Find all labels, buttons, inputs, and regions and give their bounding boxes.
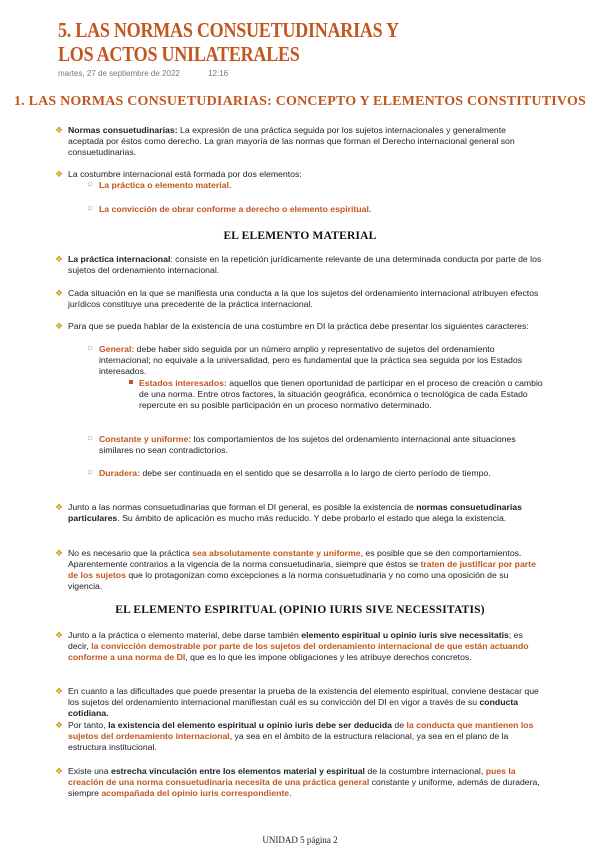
bold-term: normas consuetudinarias particulares: [68, 502, 522, 523]
note-time: 12:16: [208, 69, 229, 78]
diamond-bullet-icon: ❖: [55, 254, 64, 264]
paragraph-text: No es necesario que la práctica: [68, 548, 193, 558]
paragraph-normas-consuetudinarias: [55, 125, 543, 158]
section-heading-elemento-material: EL ELEMENTO MATERIAL: [223, 230, 377, 242]
section-heading-elemento-espiritual: EL ELEMENTO ESPIRITUAL (OPINIO IURIS SIVE NECESSITATIS): [115, 604, 485, 616]
paragraph-text: Junto a las normas consuetudinarias que forman el DI general, es posible la existencia de: [68, 502, 417, 512]
highlight-term: Estados interesados:: [139, 378, 227, 388]
highlight-term: la conducta que mantienen los sujetos del ordenamiento internacional: [68, 720, 534, 741]
paragraph-text: , es posible que se den comportamientos. Aparentemente contrarios a la vigencia de la norma consuetudinaria, siempre que éstos se: [68, 548, 522, 569]
bold-term: estrecha vinculación entre los elementos material y espiritual: [110, 766, 365, 776]
paragraph-costumbre-elementos: [55, 169, 543, 180]
circle-bullet-icon: ○: [87, 203, 94, 214]
page-footer: UNIDAD 5 página 2: [262, 835, 338, 845]
list-item-text: La convicción de obrar conforme a derecho o elemento espiritual.: [99, 204, 372, 214]
diamond-bullet-icon: ❖: [55, 766, 64, 776]
list-item-practica: [87, 179, 544, 191]
paragraph-text: Junto a la práctica o elemento material, debe darse también: [68, 630, 302, 640]
diamond-bullet-icon: ❖: [55, 686, 64, 696]
paragraph-dificultades-prueba: [55, 686, 543, 719]
paragraph-text: de: [391, 720, 407, 730]
circle-bullet-icon: ○: [87, 467, 94, 478]
list-item-text: debe ser continuada en el sentido que se desarrolla a lo largo de cierto período de tiempo.: [140, 468, 491, 478]
paragraph-text: : consiste en la repetición jurídicamente relevante de una determinada conducta por parte de los sujetos del ordenamiento internacional.: [68, 254, 542, 275]
list-item-general: [87, 343, 544, 377]
paragraph-text: La costumbre internacional está formada por dos elementos:: [68, 169, 302, 179]
paragraph-text: . Su ámbito de aplicación es mucho más reducido. Y debe probarlo el estado que alega la existencia.: [117, 513, 507, 523]
highlight-term: traten de justificar por parte de los sujetos: [68, 559, 536, 580]
paragraph-normas-particulares: [55, 502, 543, 524]
highlight-term: General:: [99, 344, 135, 354]
list-item-constante: [87, 433, 544, 456]
bold-term: la existencia del elemento espiritual u opinio iuris debe ser deducida: [108, 720, 392, 730]
diamond-bullet-icon: ❖: [55, 125, 64, 135]
paragraph-opinio-iuris: [55, 630, 543, 663]
circle-bullet-icon: ○: [87, 433, 94, 444]
diamond-bullet-icon: ❖: [55, 321, 64, 331]
paragraph-text: , que es lo que les impone obligaciones y les atribuye derechos concretos.: [185, 652, 472, 662]
paragraph-por-tanto: [55, 720, 543, 753]
bold-term: elemento espiritual u opinio iuris sive necessitatis: [301, 630, 509, 640]
paragraph-text: La expresión de una práctica seguida por los sujetos internacionales y generalmente aceptada por éstos como derecho. La gran mayoría de las normas que forman el Derecho internacional general son consuetudinarias.: [68, 125, 515, 157]
highlight-term: sea absolutamente constante y uniforme: [192, 548, 361, 558]
page-title: 5. LAS NORMAS CONSUETUDINARIAS Y LOS ACTOS UNILATERALES: [58, 18, 399, 66]
paragraph-text: En cuanto a las dificultades que puede presentar la prueba de la existencia del elemento espiritual, conviene destacar que los sujetos del ordenamiento internacional manifiestan cuál es su convicción del DI en vigor a través de su: [68, 686, 539, 707]
paragraph-vinculacion: [55, 766, 543, 799]
section-heading-concepto: 1. LAS NORMAS CONSUETUDIARIAS: CONCEPTO Y ELEMENTOS CONSTITUTIVOS: [13, 94, 587, 109]
square-bullet-icon: [129, 380, 133, 384]
list-item-estados-interesados: [139, 378, 544, 411]
bold-term: conducta cotidiana.: [68, 697, 519, 718]
list-item-duradera: [87, 467, 544, 479]
diamond-bullet-icon: ❖: [55, 169, 64, 179]
highlight-term: la convicción demostrable por parte de los sujetos del ordenamiento internacional de que están actuando conforme a una norma de DI: [68, 641, 529, 662]
paragraph-text: .: [289, 788, 292, 798]
list-item-conviccion: [87, 203, 544, 215]
list-item-text: los comportamientos de los sujetos del ordenamiento internacional ante situaciones similares no sean contradictorios.: [99, 434, 516, 455]
circle-bullet-icon: ○: [87, 179, 94, 190]
diamond-bullet-icon: ❖: [55, 502, 64, 512]
diamond-bullet-icon: ❖: [55, 720, 64, 730]
paragraph-text: ; es decir,: [68, 630, 523, 651]
paragraph-text: Por tanto,: [68, 720, 109, 730]
list-item-text: aquellos que tienen oportunidad de participar en el proceso de creación o cambio de una norma. Entre otros factores, la situación geográfica, económica o tecnológica de cada Estado repercute en su posible participación en un proceso normativo determinado.: [139, 378, 543, 410]
highlight-term: Duradera:: [99, 468, 141, 478]
circle-bullet-icon: ○: [87, 343, 94, 354]
paragraph-text: Existe una: [68, 766, 111, 776]
highlight-term: Constante y uniforme:: [99, 434, 192, 444]
paragraph-text: de la costumbre internacional,: [364, 766, 486, 776]
diamond-bullet-icon: ❖: [55, 288, 64, 298]
bold-term: Normas consuetudinarias:: [68, 125, 178, 135]
note-meta: [58, 69, 228, 78]
paragraph-text: Cada situación en la que se manifiesta una conducta a la que los sujetos del ordenamiento internacional atribuyen efectos jurídicos constituye una precedente de la práctica internacional.: [68, 288, 539, 309]
diamond-bullet-icon: ❖: [55, 548, 64, 558]
highlight-term: acompañada del opinio iuris correspondiente: [101, 788, 290, 798]
paragraph-practica-internacional: [55, 254, 543, 276]
paragraph-text: que lo protagonizan como excepciones a la norma consuetudinaria y no como una oposición de su vigencia.: [68, 570, 509, 591]
list-item-text: La práctica o elemento material.: [99, 180, 232, 190]
paragraph-text: Para que se pueda hablar de la existencia de una costumbre en DI la práctica debe presentar los siguientes caracteres:: [68, 321, 529, 331]
paragraph-no-es-necesario: [55, 548, 543, 592]
note-date: martes, 27 de septiembre de 2022: [58, 69, 180, 78]
diamond-bullet-icon: ❖: [55, 630, 64, 640]
list-item-text: debe haber sido seguida por un número amplio y representativo de sujetos del ordenamiento internacional; no equivale a la universalidad, pero es fundamental que la práctica sea seguida por los Estados interesados.: [99, 344, 523, 376]
paragraph-caracteres: [55, 321, 543, 332]
paragraph-text: , ya sea en el ámbito de la estructura relacional, ya sea en el plano de la estructura institucional.: [68, 731, 509, 752]
highlight-term: pues la creación de una norma consuetudinaria necesita de una práctica general: [68, 766, 516, 787]
bold-term: La práctica internacional: [68, 254, 171, 264]
paragraph-text: constante y uniforme, además de duradera, siempre: [68, 777, 540, 798]
paragraph-cada-situacion: [55, 288, 543, 310]
